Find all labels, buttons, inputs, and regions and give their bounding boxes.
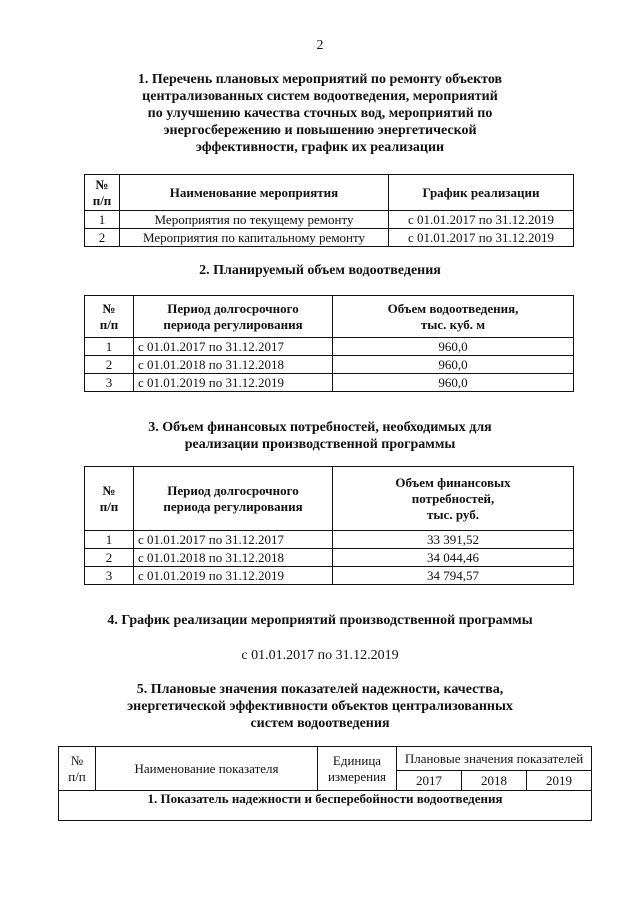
section-4-title: 4. График реализации мероприятий производственной программы: [107, 613, 533, 628]
table-row: 2 с 01.01.2018 по 31.12.2018 34 044,46: [85, 549, 574, 567]
table-row: 2 Мероприятия по капитальному ремонту с 01.01.2017 по 31.12.2019: [85, 229, 574, 247]
header-year: 2019: [527, 771, 592, 791]
volume-table: [84, 295, 574, 392]
page-number: 2: [316, 38, 324, 53]
section-3-title: 3. Объем финансовых потребностей, необходимых для реализации производственной программы: [148, 420, 492, 452]
table-row: 1 с 01.01.2017 по 31.12.2017 33 391,52: [85, 531, 574, 549]
header-num: № п/п: [85, 296, 134, 338]
header-year: 2018: [462, 771, 527, 791]
section-2-title: 2. Планируемый объем водоотведения: [199, 263, 441, 278]
header-period: Период долгосрочного периода регулирования: [134, 467, 333, 531]
header-schedule: График реализации: [389, 175, 574, 211]
table-row: 2 с 01.01.2018 по 31.12.2018 960,0: [85, 356, 574, 374]
header-num: № п/п: [59, 747, 96, 791]
header-period: Период долгосрочного периода регулирования: [134, 296, 333, 338]
header-finance: Объем финансовых потребностей, тыс. руб.: [333, 467, 574, 531]
header-volume: Объем водоотведения, тыс. куб. м: [333, 296, 574, 338]
header-indicator-name: Наименование показателя: [96, 747, 318, 791]
table-row: 3 с 01.01.2019 по 31.12.2019 34 794,57: [85, 567, 574, 585]
header-planned: Плановые значения показателей: [397, 747, 592, 771]
indicators-table: [58, 746, 592, 821]
schedule-range: с 01.01.2017 по 31.12.2019: [241, 648, 399, 663]
table-row: 1 с 01.01.2017 по 31.12.2017 960,0: [85, 338, 574, 356]
header-unit: Единица измерения: [318, 747, 397, 791]
table-row: 3 с 01.01.2019 по 31.12.2019 960,0: [85, 374, 574, 392]
measures-table: [84, 174, 574, 247]
section-5-title: 5. Плановые значения показателей надежности, качества, энергетической эффективности объектов централизованных систем водоотведения: [127, 682, 513, 731]
header-year: 2017: [397, 771, 462, 791]
header-measure-name: Наименование мероприятия: [120, 175, 389, 211]
header-num: № п/п: [85, 175, 120, 211]
section-1-title: 1. Перечень плановых мероприятий по ремонту объектов централизованных систем водоотведения, мероприятий по улучшению качества сточных вод, мероприятий по энергосбережению и повышению энергетической эффективности, график их реализации: [137, 72, 503, 155]
section-row: 1. Показатель надежности и бесперебойности водоотведения: [59, 791, 592, 821]
table-row: 1 Мероприятия по текущему ремонту с 01.01.2017 по 31.12.2019: [85, 211, 574, 229]
finance-table: [84, 466, 574, 585]
header-num: № п/п: [85, 467, 134, 531]
